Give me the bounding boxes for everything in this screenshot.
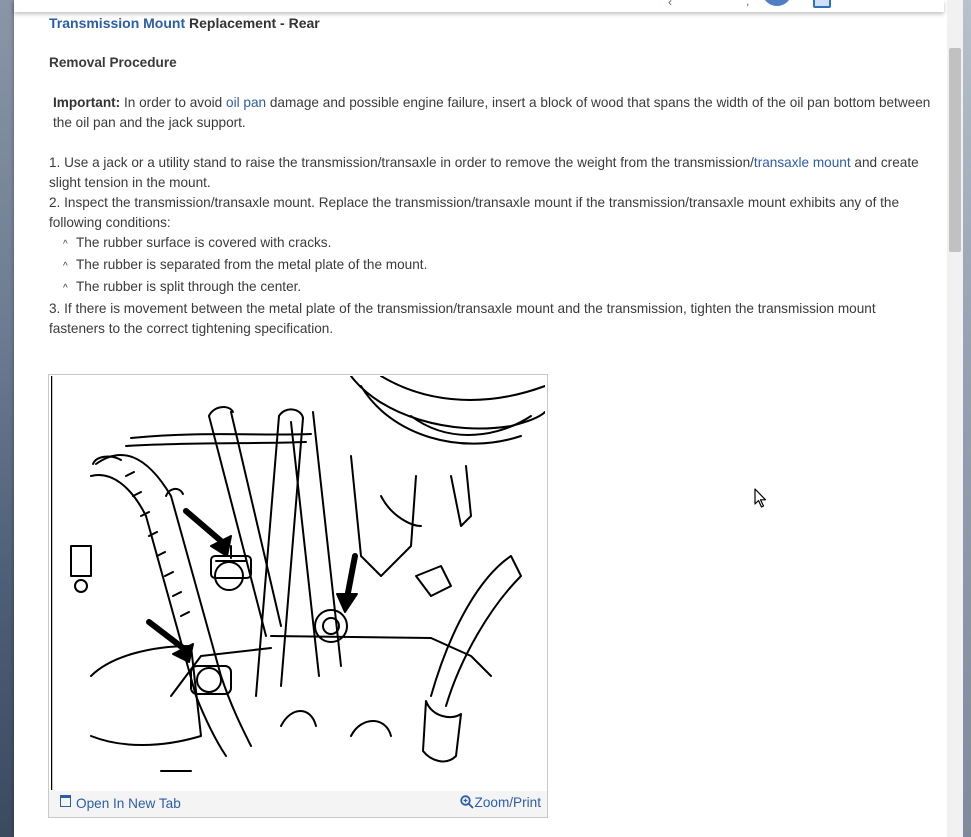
figure-action-bar xyxy=(49,791,547,817)
open-in-new-tab-button[interactable] xyxy=(60,795,181,811)
title-link-transmission-mount[interactable]: Transmission Mount xyxy=(49,15,186,31)
step-1-text-2: and create slight tension in the mount. xyxy=(49,155,919,190)
bullet-text: The rubber is separated from the metal plate of the mount. xyxy=(76,257,428,272)
toolbar-separator-icon: , xyxy=(746,0,750,8)
scrollbar-thumb[interactable] xyxy=(949,48,961,252)
top-toolbar-edge xyxy=(14,0,944,12)
magnifier-icon xyxy=(460,795,474,809)
bullet-marker: ^ xyxy=(63,261,68,272)
zoom-print-button[interactable] xyxy=(460,795,541,810)
important-label: Important: xyxy=(53,95,121,110)
important-text-1: In order to avoid xyxy=(120,95,227,110)
toolbar-document-icon[interactable] xyxy=(813,0,831,8)
step-1 xyxy=(49,153,934,193)
list-item xyxy=(49,233,934,255)
steps-list xyxy=(49,153,934,339)
step-3: 3. If there is movement between the metal plate of the transmission/transaxle mount and the transmission, tighten the transmission mount fasteners to the correct tightening specification. xyxy=(49,301,876,336)
important-note xyxy=(49,93,934,133)
open-in-new-tab-icon xyxy=(60,795,71,807)
title-rest: Replacement - Rear xyxy=(185,15,320,31)
bullet-text: The rubber is split through the center. xyxy=(76,279,302,294)
desktop-background-left xyxy=(0,0,14,837)
list-item xyxy=(49,255,934,277)
zoom-print-label: Zoom/Print xyxy=(474,795,541,810)
bullet-marker: ^ xyxy=(63,283,68,294)
page-title xyxy=(49,13,934,33)
transaxle-mount-link[interactable]: transaxle mount xyxy=(753,155,851,170)
step-2: 2. Inspect the transmission/transaxle mount. Replace the transmission/transaxle mount if the transmission/transaxle mount exhibits any of the following conditions: xyxy=(49,195,900,230)
step-1-text: 1. Use a jack or a utility stand to raise the transmission/transaxle in order to remove the weight from the transmission/ xyxy=(49,155,754,170)
mount-line-drawing xyxy=(51,376,545,790)
mount-illustration-figure xyxy=(48,374,548,818)
oil-pan-link[interactable]: oil pan xyxy=(226,95,267,110)
document-content xyxy=(49,13,934,339)
bullet-text: The rubber surface is covered with cracks. xyxy=(76,235,332,250)
list-item xyxy=(49,277,934,299)
important-text-2: damage and possible engine failure, insert a block of wood that spans the width of the oil pan bottom between the oil pan and the jack support. xyxy=(53,95,931,130)
open-in-new-tab-label: Open In New Tab xyxy=(76,796,181,811)
procedure-heading: Removal Procedure xyxy=(49,55,177,70)
bullet-marker: ^ xyxy=(63,239,68,250)
toolbar-back-icon[interactable]: ‹ xyxy=(668,0,672,9)
mouse-pointer-icon xyxy=(754,488,768,509)
